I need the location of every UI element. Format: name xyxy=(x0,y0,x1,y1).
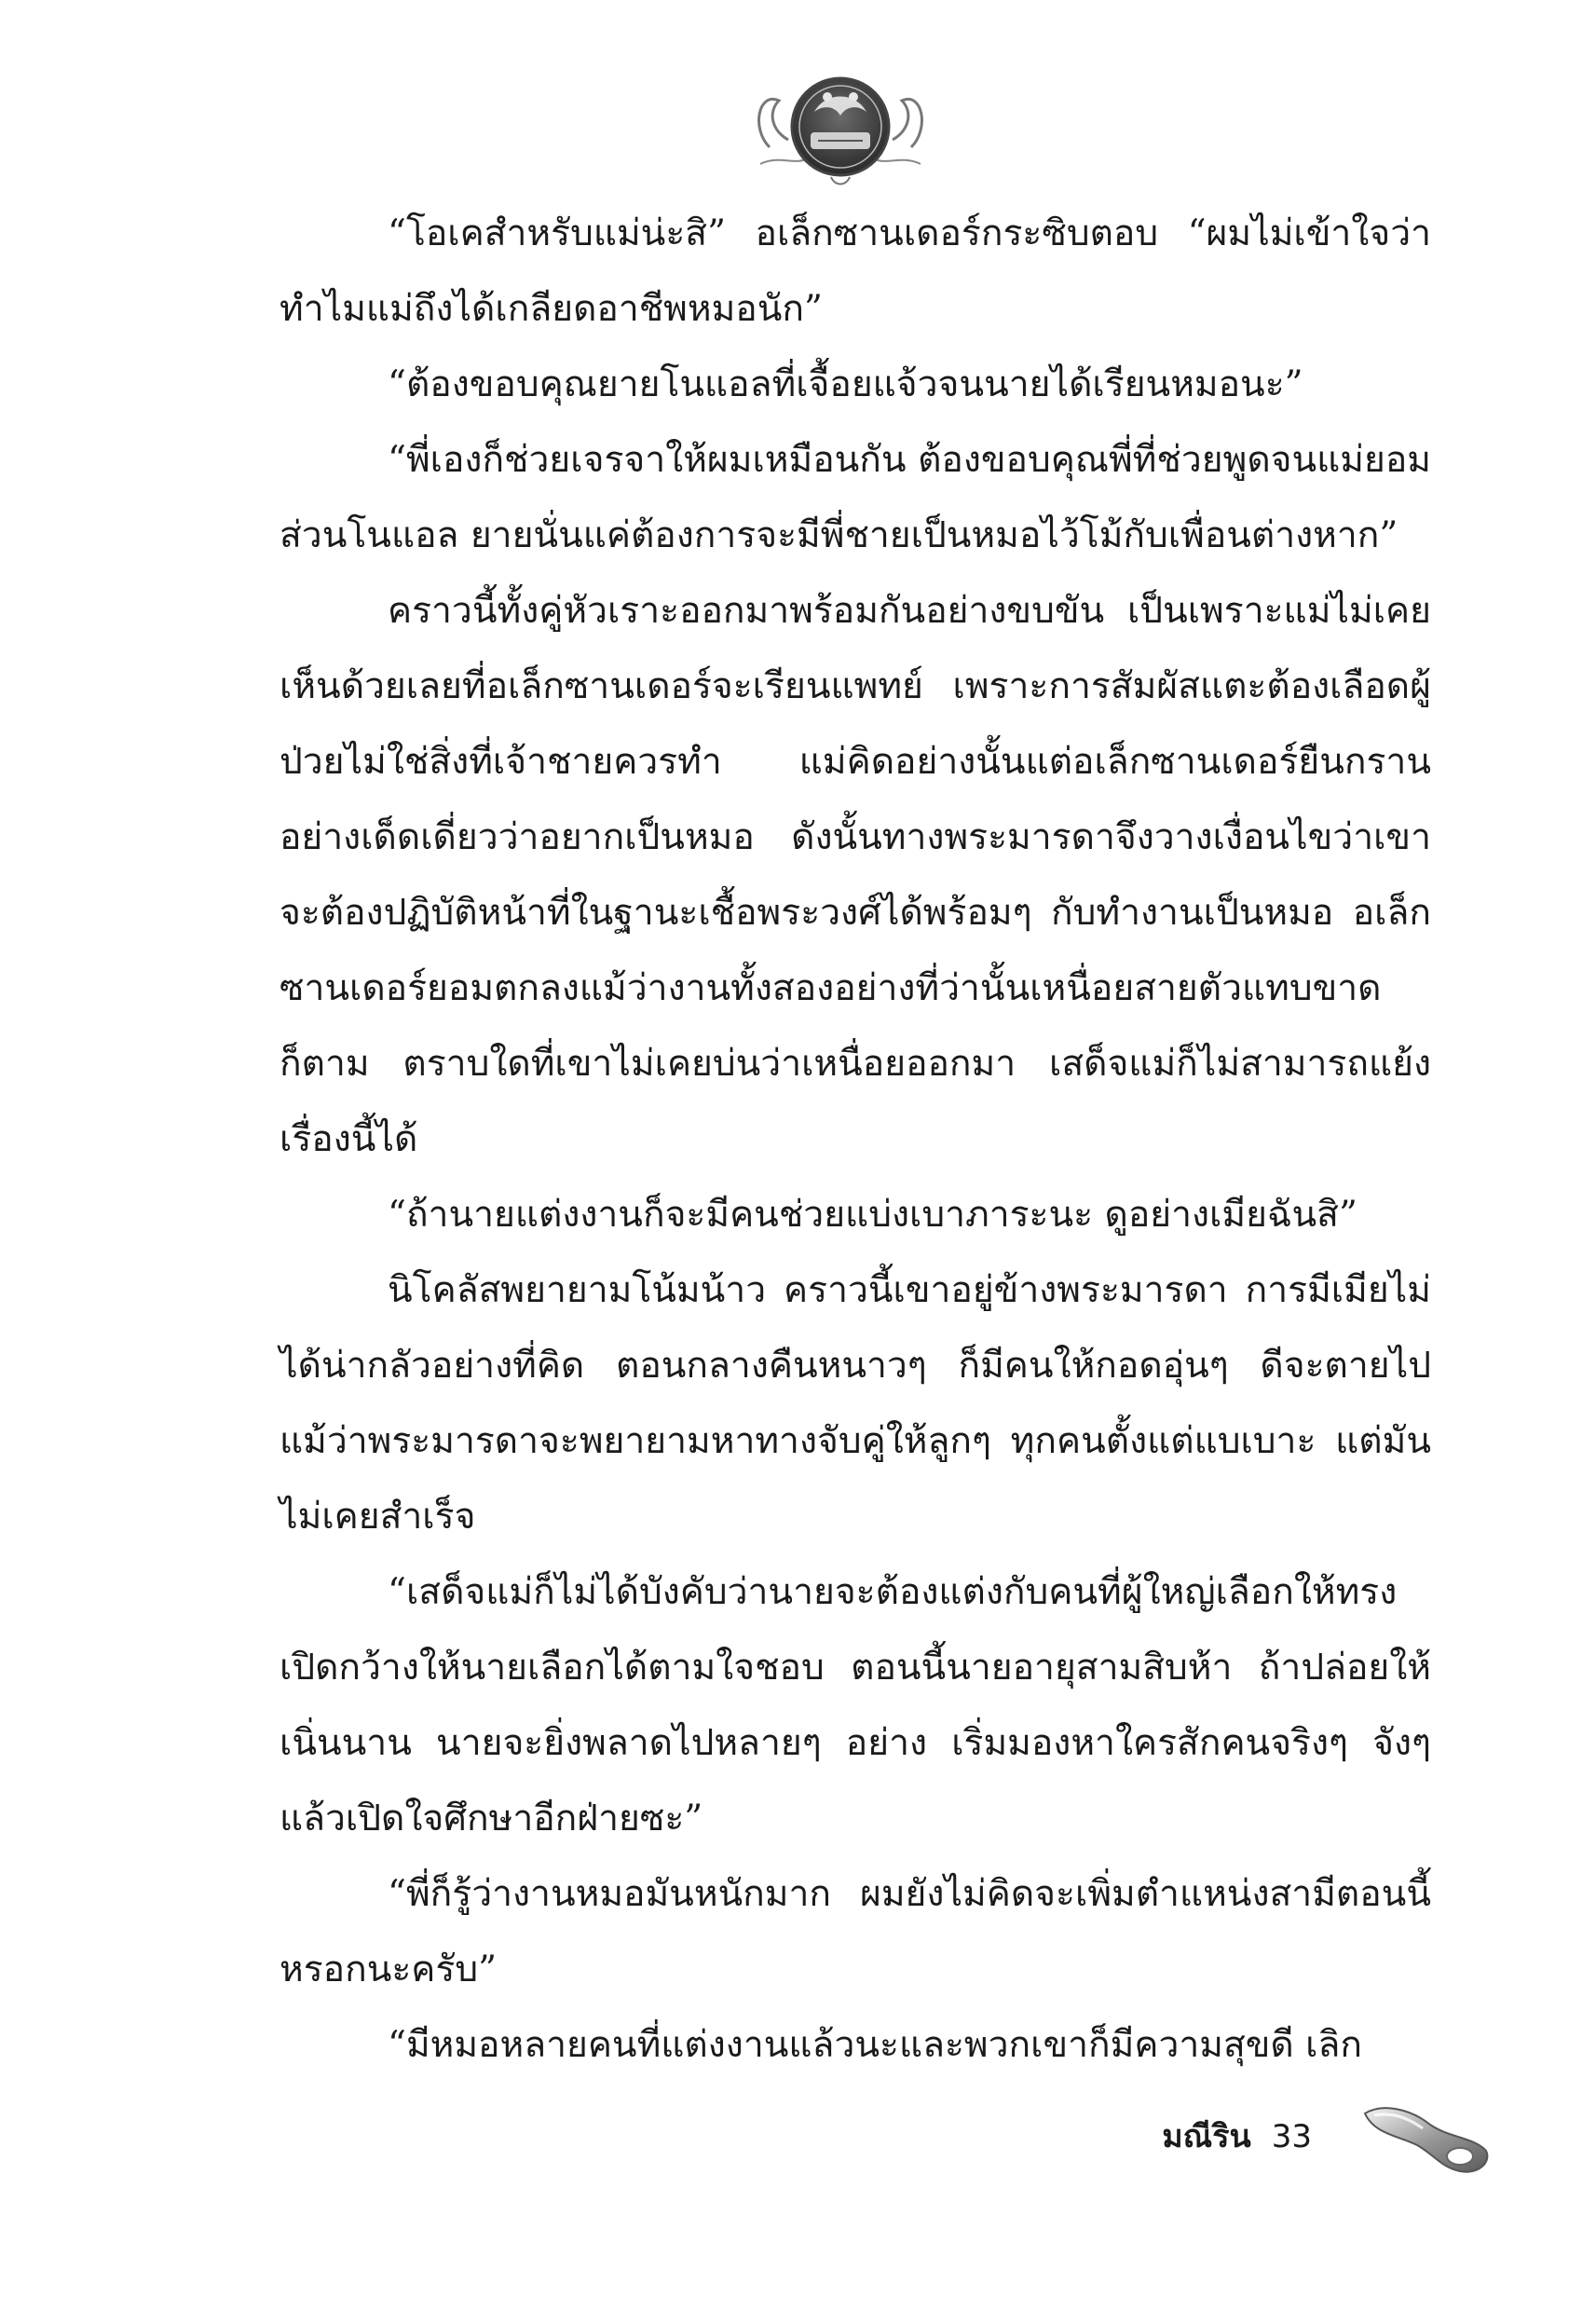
paragraph: “พี่เองก็ช่วยเจรจาให้ผมเหมือนกัน ต้องขอบคุณพี่ที่ช่วยพูดจนแม่ยอม ส่วนโนแอล ยายนั่นแค่ต้องการจะมีพี่ชายเป็นหมอไว้โม้กับเพื่อนต่างหาก” xyxy=(280,439,1431,556)
running-title: มณีริน xyxy=(1162,2118,1251,2155)
page-number: 33 xyxy=(1271,2118,1312,2155)
bottle-opener-ornament-icon xyxy=(1356,2097,1495,2181)
paragraph: “โอเคสำหรับแม่น่ะสิ” อเล็กซานเดอร์กระซิบตอบ “ผมไม่เข้าใจว่าทำไมแม่ถึงได้เกลียดอาชีพหมอนัก” xyxy=(280,212,1431,330)
paragraph: นิโคลัสพยายามโน้มน้าว คราวนี้เขาอยู่ข้างพระมารดา การมีเมียไม่ได้น่ากลัวอย่างที่คิด ตอนกลางคืนหนาวๆ ก็มีคนให้กอดอุ่นๆ ดีจะตายไป แม้ว่าพระมารดาจะพยายามหาทางจับคู่ให้ลูกๆ ทุกคนตั้งแต่แบเบาะ แต่มันไม่เคยสำเร็จ xyxy=(280,1269,1431,1538)
page-footer xyxy=(1162,2111,1312,2161)
body-text xyxy=(280,196,1431,2083)
paragraph: “เสด็จแม่ก็ไม่ได้บังคับว่านายจะต้องแต่งกับคนที่ผู้ใหญ่เลือกให้ทรงเปิดกว้างให้นายเลือกได้ตามใจชอบ ตอนนี้นายอายุสามสิบห้า ถ้าปล่อยให้เนิ่นนาน นายจะยิ่งพลาดไปหลายๆ อย่าง เริ่มมองหาใครสักคนจริงๆ จังๆ แล้วเปิดใจศึกษาอีกฝ่ายซะ” xyxy=(280,1571,1431,1839)
paragraph: “ต้องขอบคุณยายโนแอลที่เจื้อยแจ้วจนนายได้เรียนหมอนะ” xyxy=(388,363,1303,405)
paragraph: คราวนี้ทั้งคู่หัวเราะออกมาพร้อมกันอย่างขบขัน เป็นเพราะแม่ไม่เคยเห็นด้วยเลยที่อเล็กซานเดอร์จะเรียนแพทย์ เพราะการสัมผัสแตะต้องเลือดผู้ป่วยไม่ใช่สิ่งที่เจ้าชายควรทำ แม่คิดอย่างนั้นแต่อเล็กซานเดอร์ยืนกรานอย่างเด็ดเดี่ยวว่าอยากเป็นหมอ ดังนั้นทางพระมารดาจึงวางเงื่อนไขว่าเขาจะต้องปฏิบัติหน้าที่ในฐานะเชื้อพระวงศ์ได้พร้อมๆ กับทำงานเป็นหมอ อเล็กซานเดอร์ยอมตกลงแม้ว่างานทั้งสองอย่างที่ว่านั้นเหนื่อยสายตัวแทบขาดก็ตาม ตราบใดที่เขาไม่เคยบ่นว่าเหนื่อยออกมา เสด็จแม่ก็ไม่สามารถแย้งเรื่องนี้ได้ xyxy=(280,590,1431,1160)
paragraph: “มีหมอหลายคนที่แต่งงานแล้วนะและพวกเขาก็มีความสุขดี เลิก xyxy=(388,2024,1362,2066)
ornamental-round-emblem-icon xyxy=(742,54,939,194)
paragraph: “ถ้านายแต่งงานก็จะมีคนช่วยแบ่งเบาภาระนะ ดูอย่างเมียฉันสิ” xyxy=(388,1194,1357,1236)
paragraph: “พี่ก็รู้ว่างานหมอมันหนักมาก ผมยังไม่คิดจะเพิ่มตำแหน่งสามีตอนนี้หรอกนะครับ” xyxy=(280,1873,1431,1990)
